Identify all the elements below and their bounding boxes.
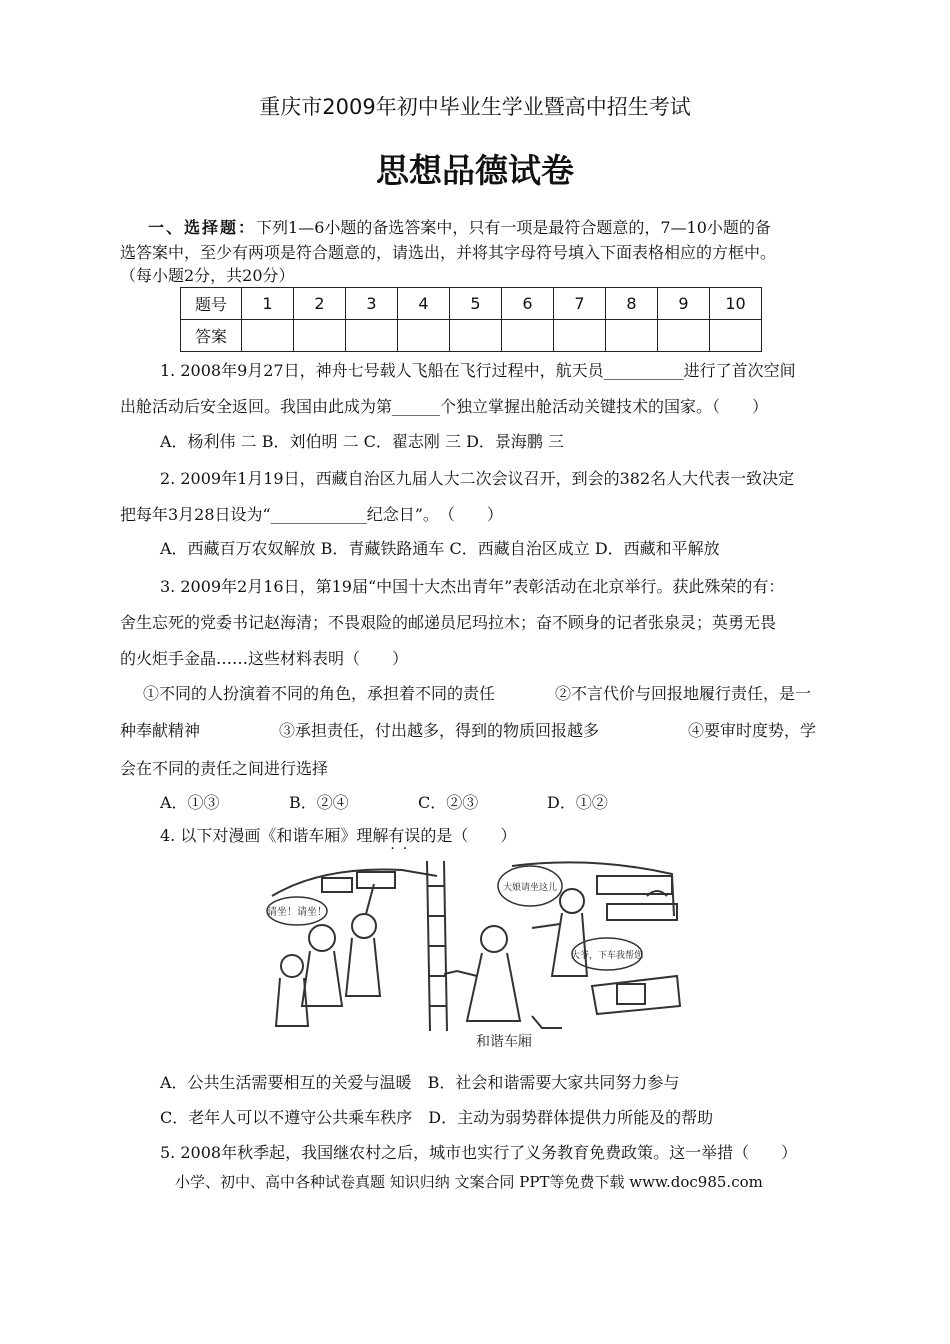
cartoon-bubble-1: 请坐！请坐！: [267, 907, 327, 918]
harmony-carriage-cartoon: [262, 856, 692, 1052]
answer-table-number: 2: [294, 288, 346, 320]
answer-cell[interactable]: [346, 320, 398, 352]
q4-option-a: A．公共生活需要相互的关爱与温暖: [160, 1073, 412, 1092]
q4-stem-emphasis: 有误 ··: [388, 826, 420, 845]
q3-statement-4-cont: 会在不同的责任之间进行选择: [120, 759, 329, 778]
q3-option-c: C．②③: [418, 793, 479, 812]
q3-option-d: D．①②: [547, 793, 608, 812]
q2-options: A．西藏百万农奴解放 B．青藏铁路通车 C．西藏自治区成立 D．西藏和平解放: [160, 539, 720, 558]
q3-line2: 舍生忘死的党委书记赵海清；不畏艰险的邮递员尼玛拉木；奋不顾身的记者张泉灵；英勇无畏: [120, 613, 777, 632]
answer-table-answer-header: 答案: [181, 320, 242, 352]
answer-table-number: 1: [242, 288, 294, 320]
answer-cell[interactable]: [450, 320, 502, 352]
answer-table-number: 9: [658, 288, 710, 320]
answer-table-number: 7: [554, 288, 606, 320]
q1-line2: 出舱活动后安全返回。我国由此成为第______个独立掌握出舱活动关键技术的国家。（ ）: [120, 397, 769, 416]
answer-cell[interactable]: [606, 320, 658, 352]
q5-line1: 5. 2008年秋季起，我国继农村之后，城市也实行了义务教育免费政策。这一举措（ ）: [160, 1143, 798, 1162]
q3-line1: 3. 2009年2月16日，第19届“中国十大杰出青年”表彰活动在北京举行。获此殊荣的有：: [160, 577, 785, 596]
cartoon-bubble-2: 大娘请坐这儿: [502, 883, 558, 893]
answer-cell[interactable]: [658, 320, 710, 352]
q1-line1: 1. 2008年9月27日，神舟七号载人飞船在飞行过程中，航天员__________进行了首次空间: [160, 361, 796, 380]
q1-options: A．杨利伟 二 B．刘伯明 二 C．翟志刚 三 D．景海鹏 三: [160, 432, 564, 451]
section1-intro-line3: （每小题2分，共20分）: [120, 266, 295, 285]
answer-cell[interactable]: [294, 320, 346, 352]
q2-line2: 把每年3月28日设为“____________纪念日”。 （ ）: [120, 505, 503, 524]
answer-table-number: 10: [710, 288, 762, 320]
answer-table-answer-row: [181, 320, 762, 352]
q4-option-b: B．社会和谐需要大家共同努力参与: [427, 1073, 680, 1092]
q4-options-row2: [160, 1108, 713, 1128]
answer-cell[interactable]: [242, 320, 294, 352]
answer-cell[interactable]: [398, 320, 450, 352]
exam-title: 重庆市2009年初中毕业生学业暨高中招生考试: [259, 95, 691, 119]
q3-statement-4: ④要审时度势，学: [688, 721, 817, 740]
page-footer: 小学、初中、高中各种试卷真题 知识归纳 文案合同 PPT等免费下载 www.doc985.com: [175, 1173, 763, 1191]
q3-statement-2-cont: 种奉献精神: [120, 721, 201, 740]
section1-heading: 一、选择题：: [148, 218, 257, 237]
answer-table-number-header: 题号: [181, 288, 242, 320]
q4-stem: [160, 826, 516, 846]
paper-subtitle: 思想品德试卷: [376, 151, 574, 190]
q3-statement-3: ③承担责任，付出越多，得到的物质回报越多: [279, 721, 600, 740]
answer-table-number-row: [181, 288, 762, 320]
answer-cell[interactable]: [502, 320, 554, 352]
cartoon-bubble-3: 大爷，下车我帮您: [570, 951, 644, 961]
cartoon-caption: 和谐车厢: [476, 1034, 532, 1050]
q3-statement-1: ①不同的人扮演着不同的角色，承担着不同的责任: [143, 684, 496, 703]
answer-table-number: 8: [606, 288, 658, 320]
answer-table: [180, 287, 762, 352]
answer-table-number: 4: [398, 288, 450, 320]
answer-table-number: 3: [346, 288, 398, 320]
q4-stem-prefix: 4. 以下对漫画《和谐车厢》理解: [160, 826, 389, 845]
q4-option-c: C．老年人可以不遵守公共乘车秩序: [160, 1108, 413, 1127]
section1-intro-line2: 选答案中，至少有两项是符合题意的，请选出，并将其字母符号填入下面表格相应的方框中。: [120, 243, 777, 262]
section1-intro-line1: [148, 218, 771, 238]
q2-line1: 2. 2009年1月19日，西藏自治区九届人大二次会议召开，到会的382名人大代表一致决定: [160, 469, 795, 488]
answer-cell[interactable]: [710, 320, 762, 352]
q3-option-a: A．①③: [160, 793, 220, 812]
section1-intro-text: 下列1—6小题的备选答案中，只有一项是最符合题意的，7—10小题的备: [256, 218, 771, 237]
answer-cell[interactable]: [554, 320, 606, 352]
q3-option-b: B．②④: [289, 793, 349, 812]
q3-line3: 的火炬手金晶……这些材料表明（ ）: [120, 649, 409, 668]
answer-table-number: 5: [450, 288, 502, 320]
q3-statement-2: ②不言代价与回报地履行责任，是一: [555, 684, 812, 703]
q4-stem-suffix: 的是（ ）: [420, 826, 517, 845]
q4-option-d: D．主动为弱势群体提供力所能及的帮助: [428, 1108, 714, 1127]
answer-table-number: 6: [502, 288, 554, 320]
q4-options-row1: [160, 1073, 679, 1093]
